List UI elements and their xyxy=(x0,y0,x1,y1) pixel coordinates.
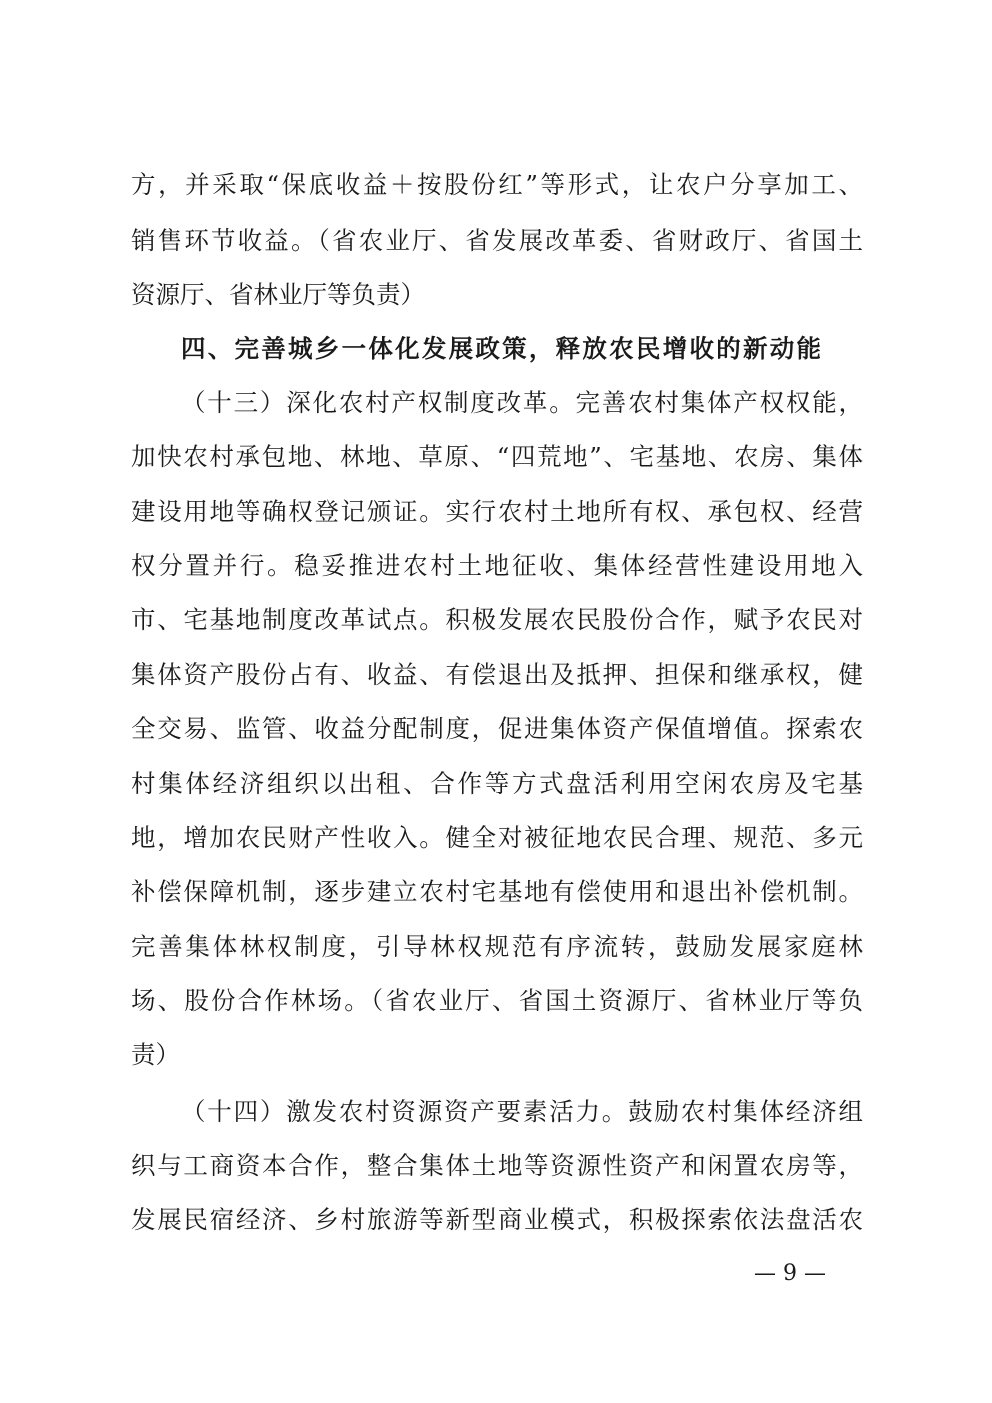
item-13-line-8: 村集体经济组织以出租、合作等方式盘活利用空闲农房及宅基 xyxy=(131,769,863,798)
continuation-line-1: 方，并采取“保底收益＋按股份红”等形式，让农户分享加工、 xyxy=(131,170,863,199)
continuation-line-3: 资源厅、省林业厅等负责） xyxy=(131,280,425,309)
item-13-line-2: 加快农村承包地、林地、草原、“四荒地”、宅基地、农房、集体 xyxy=(131,442,863,471)
page-number: — 9 — xyxy=(754,1261,826,1286)
item-14-line-1: （十四）激发农村资源资产要素活力。鼓励农村集体经济组 xyxy=(181,1097,863,1126)
item-14-line-2: 织与工商资本合作，整合集体土地等资源性资产和闲置农房等， xyxy=(131,1151,863,1180)
section-heading: 四、完善城乡一体化发展政策，释放农民增收的新动能 xyxy=(181,334,821,363)
item-13-line-7: 全交易、监管、收益分配制度，促进集体资产保值增值。探索农 xyxy=(131,714,863,743)
item-13-line-6: 集体资产股份占有、收益、有偿退出及抵押、担保和继承权，健 xyxy=(131,660,863,689)
item-13-line-13: 责） xyxy=(131,1040,180,1069)
item-13-line-12: 场、股份合作林场。（省农业厅、省国土资源厅、省林业厅等负 xyxy=(131,986,863,1015)
item-13-line-4: 权分置并行。稳妥推进农村土地征收、集体经营性建设用地入 xyxy=(131,551,863,580)
item-13-line-1: （十三）深化农村产权制度改革。完善农村集体产权权能， xyxy=(181,388,863,417)
item-13-line-3: 建设用地等确权登记颁证。实行农村土地所有权、承包权、经营 xyxy=(131,497,863,526)
item-14-line-3: 发展民宿经济、乡村旅游等新型商业模式，积极探索依法盘活农 xyxy=(131,1205,863,1234)
item-13-line-10: 补偿保障机制，逐步建立农村宅基地有偿使用和退出补偿机制。 xyxy=(131,877,863,906)
item-13-line-9: 地，增加农民财产性收入。健全对被征地农民合理、规范、多元 xyxy=(131,823,863,852)
continuation-line-2: 销售环节收益。（省农业厅、省发展改革委、省财政厅、省国土 xyxy=(131,226,863,255)
item-13-line-11: 完善集体林权制度，引导林权规范有序流转，鼓励发展家庭林 xyxy=(131,932,863,961)
item-13-line-5: 市、宅基地制度改革试点。积极发展农民股份合作，赋予农民对 xyxy=(131,605,863,634)
